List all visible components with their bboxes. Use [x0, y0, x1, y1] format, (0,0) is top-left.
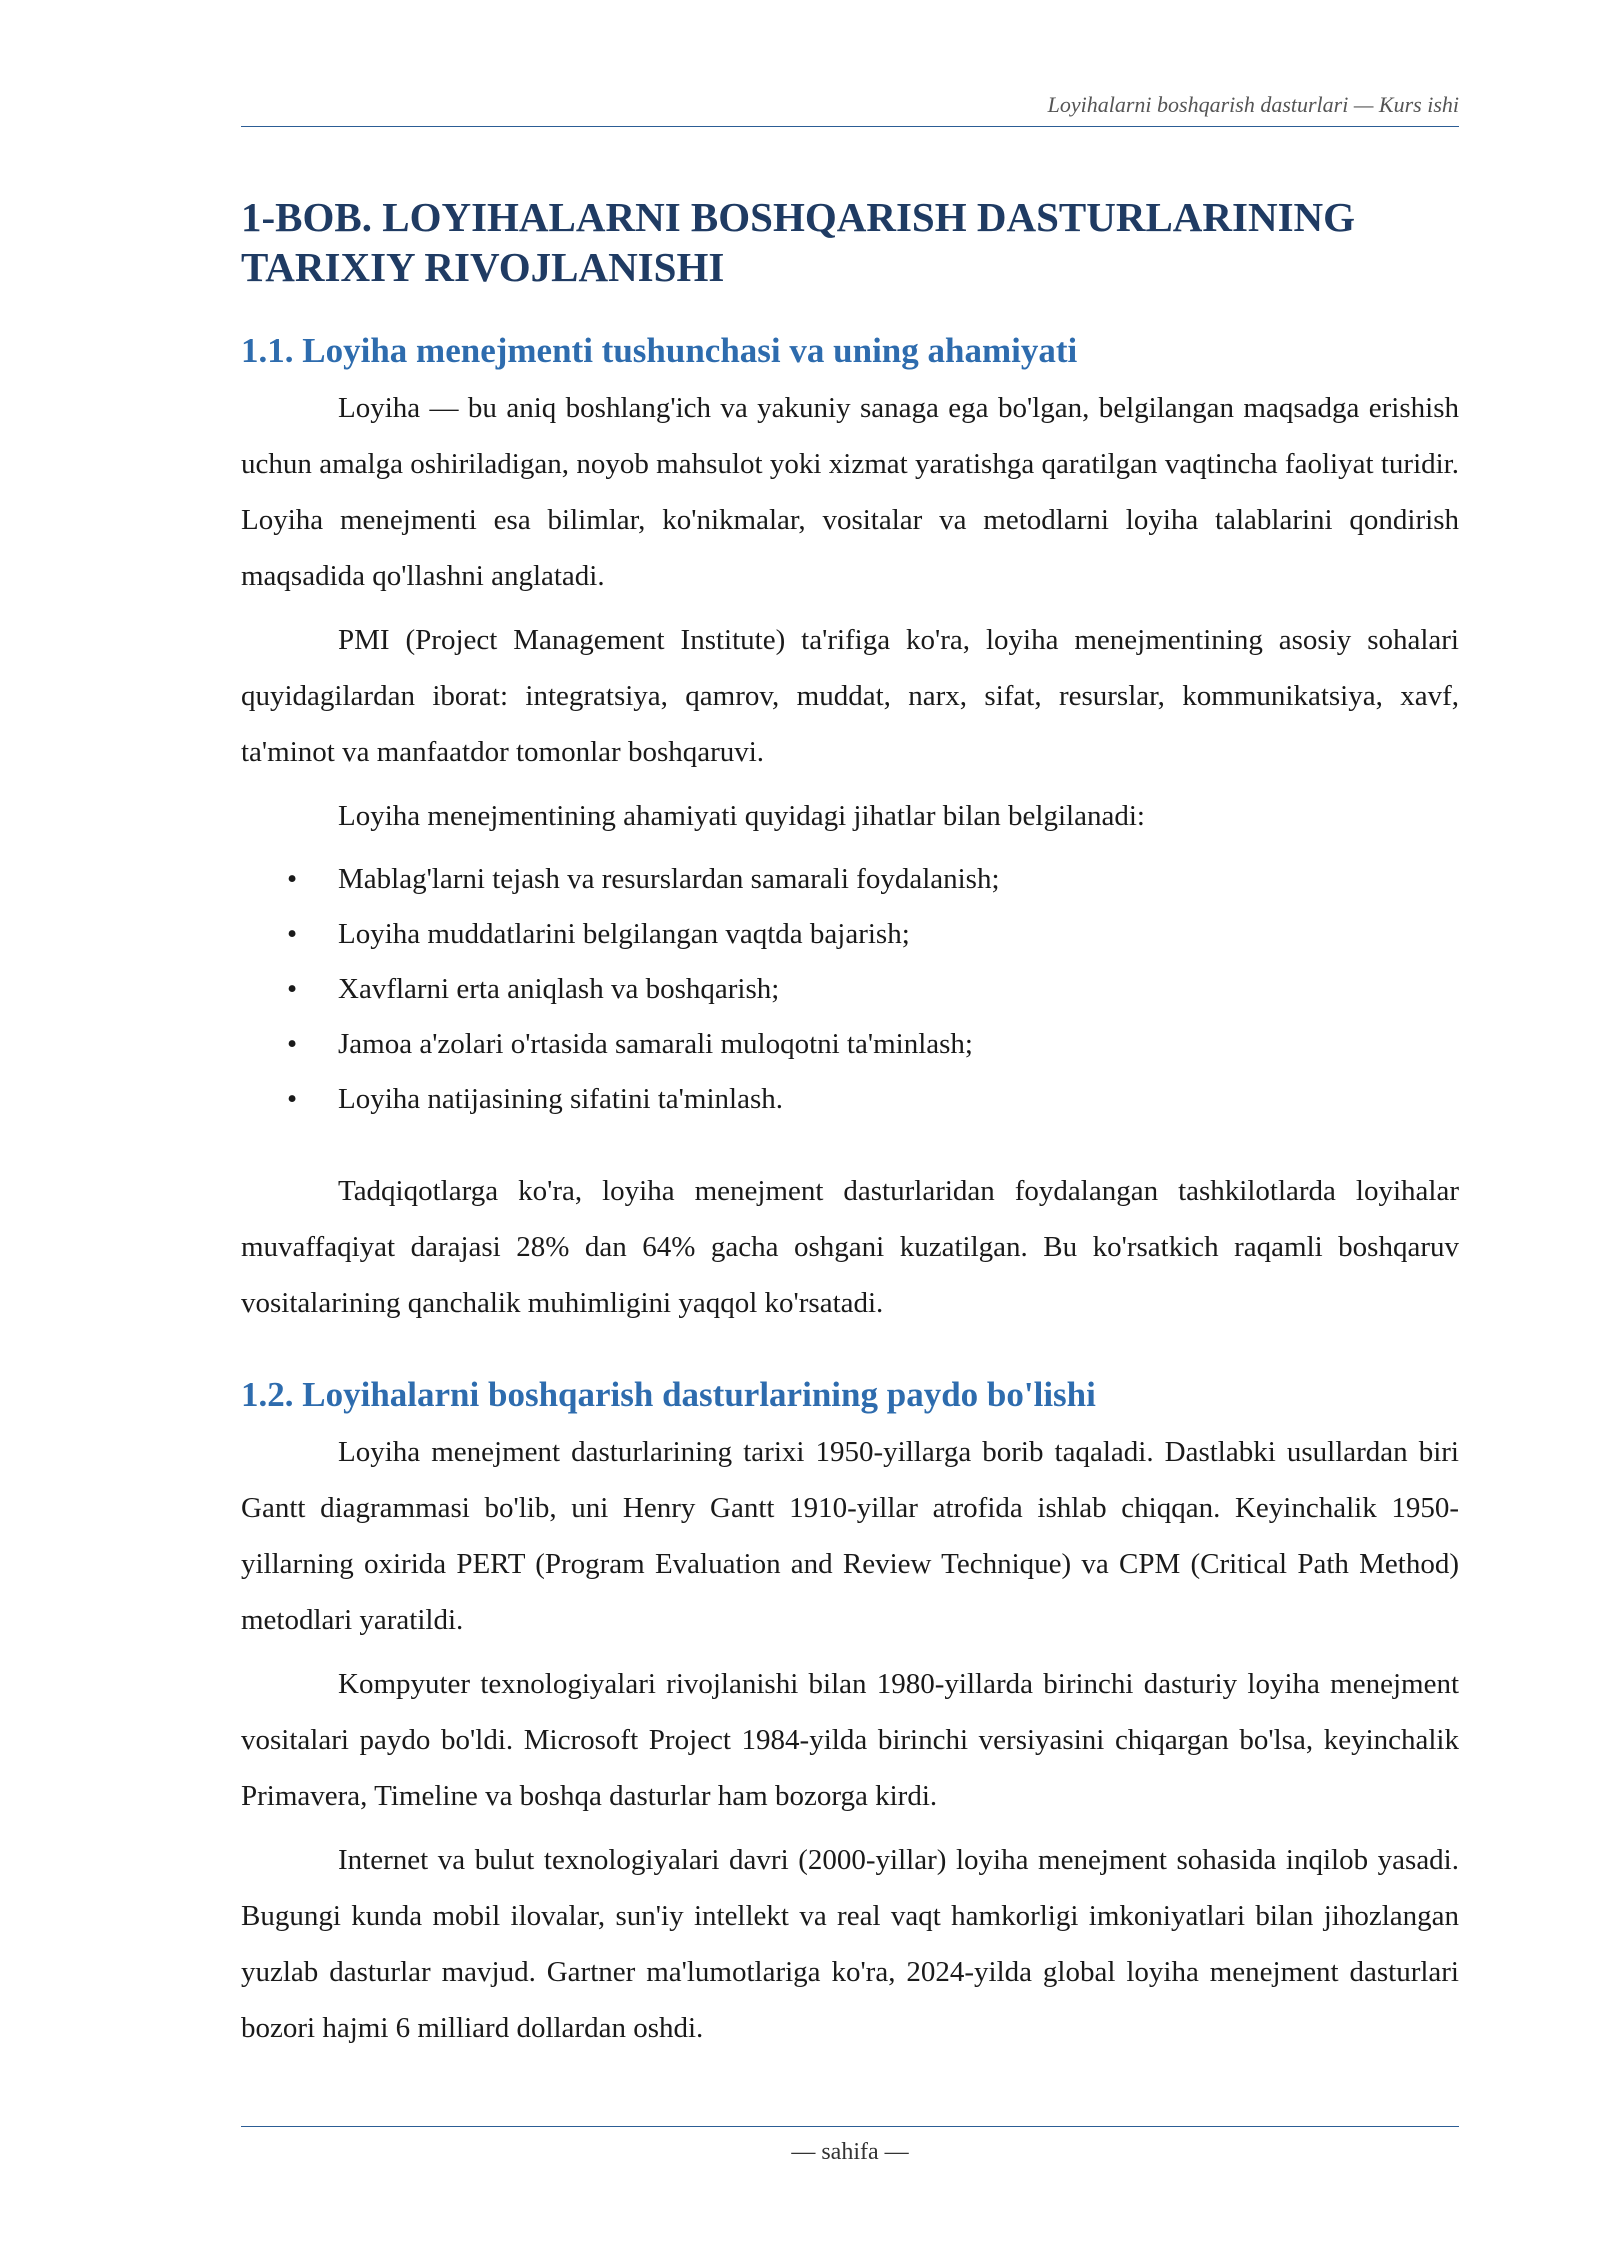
- list-item-text: Mablag'larni tejash va resurslardan samarali foydalanish;: [338, 863, 1000, 895]
- section-heading: 1.2. Loyihalarni boshqarish dasturlarining paydo bo'lishi: [241, 1375, 1096, 1414]
- section-2: [241, 1372, 1459, 2064]
- list-item: [241, 852, 1459, 907]
- list-item-text: Loyiha muddatlarini belgilangan vaqtda bajarish;: [338, 918, 910, 950]
- bullet-icon: •: [287, 1083, 298, 1115]
- bullet-icon: •: [287, 973, 298, 1005]
- paragraph: Loyiha menejment dasturlarining tarixi 1950-yillarga borib taqaladi. Dastlabki usullardan biri Gantt diagrammasi bo'lib, uni Henry Gantt 1910-yillar atrofida ishlab chiqqan. Keyinchalik 1950-yillarning oxirida PERT (Program Evaluation and Review Technique) va CPM (Critical Path Method) metodlari yaratildi.: [241, 1436, 1459, 1636]
- paragraph: Kompyuter texnologiyalari rivojlanishi bilan 1980-yillarda birinchi dasturiy loyiha menejment vositalari paydo bo'ldi. Microsoft Project 1984-yilda birinchi versiyasini chiqargan bo'lsa, keyinchalik Primavera, Timeline va boshqa dasturlar ham bozorga kirdi.: [241, 1668, 1459, 1812]
- list-item-text: Loyiha natijasining sifatini ta'minlash.: [338, 1083, 783, 1115]
- chapter-title: 1-BOB. LOYIHALARNI BOSHQARISH DASTURLARINING TARIXIY RIVOJLANISHI: [241, 194, 1356, 290]
- section-1: [241, 328, 1459, 1339]
- paragraph: PMI (Project Management Institute) ta'rifiga ko'ra, loyiha menejmentining asosiy sohalari quyidagilardan iborat: integratsiya, qamrov, muddat, narx, sifat, resurslar, kommunikatsiya, xavf, ta'minot va manfaatdor tomonlar boshqaruvi.: [241, 624, 1459, 768]
- page-footer: — sahifa —: [241, 2126, 1459, 2166]
- paragraph: Loyiha menejmentining ahamiyati quyidagi jihatlar bilan belgilanadi:: [338, 800, 1145, 832]
- paragraph: Tadqiqotlarga ko'ra, loyiha menejment dasturlaridan foydalangan tashkilotlarda loyihalar muvaffaqiyat darajasi 28% dan 64% gacha oshgani kuzatilgan. Bu ko'rsatkich raqamli boshqaruv vositalarining qanchalik muhimligini yaqqol ko'rsatadi.: [241, 1175, 1459, 1319]
- bullet-icon: •: [287, 1028, 298, 1060]
- list-item: [241, 962, 1459, 1017]
- section-heading: 1.1. Loyiha menejmenti tushunchasi va uning ahamiyati: [241, 331, 1078, 370]
- list-item: [241, 1017, 1459, 1072]
- bullet-icon: •: [287, 918, 298, 950]
- list-item-text: Jamoa a'zolari o'rtasida samarali muloqotni ta'minlash;: [338, 1028, 973, 1060]
- paragraph: Loyiha — bu aniq boshlang'ich va yakuniy sanaga ega bo'lgan, belgilangan maqsadga erishish uchun amalga oshiriladigan, noyob mahsulot yoki xizmat yaratishga qaratilgan vaqtincha faoliyat turidir. Loyiha menejmenti esa bilimlar, ko'nikmalar, vositalar va metodlarni loyiha talablarini qondirish maqsadida qo'llashni anglatadi.: [241, 392, 1459, 592]
- list-item: [241, 1072, 1459, 1127]
- list-item: [241, 907, 1459, 962]
- bullet-icon: •: [287, 863, 298, 895]
- bullet-list: [241, 852, 1459, 1127]
- running-header: Loyihalarni boshqarish dasturlari — Kurs ishi: [241, 92, 1459, 127]
- list-item-text: Xavflarni erta aniqlash va boshqarish;: [338, 973, 780, 1005]
- paragraph: Internet va bulut texnologiyalari davri (2000-yillar) loyiha menejment sohasida inqilob yasadi. Bugungi kunda mobil ilovalar, sun'iy intellekt va real vaqt hamkorligi imkoniyatlari bilan jihozlangan yuzlab dasturlar mavjud. Gartner ma'lumotlariga ko'ra, 2024-yilda global loyiha menejment dasturlari bozori hajmi 6 milliard dollardan oshdi.: [241, 1844, 1459, 2044]
